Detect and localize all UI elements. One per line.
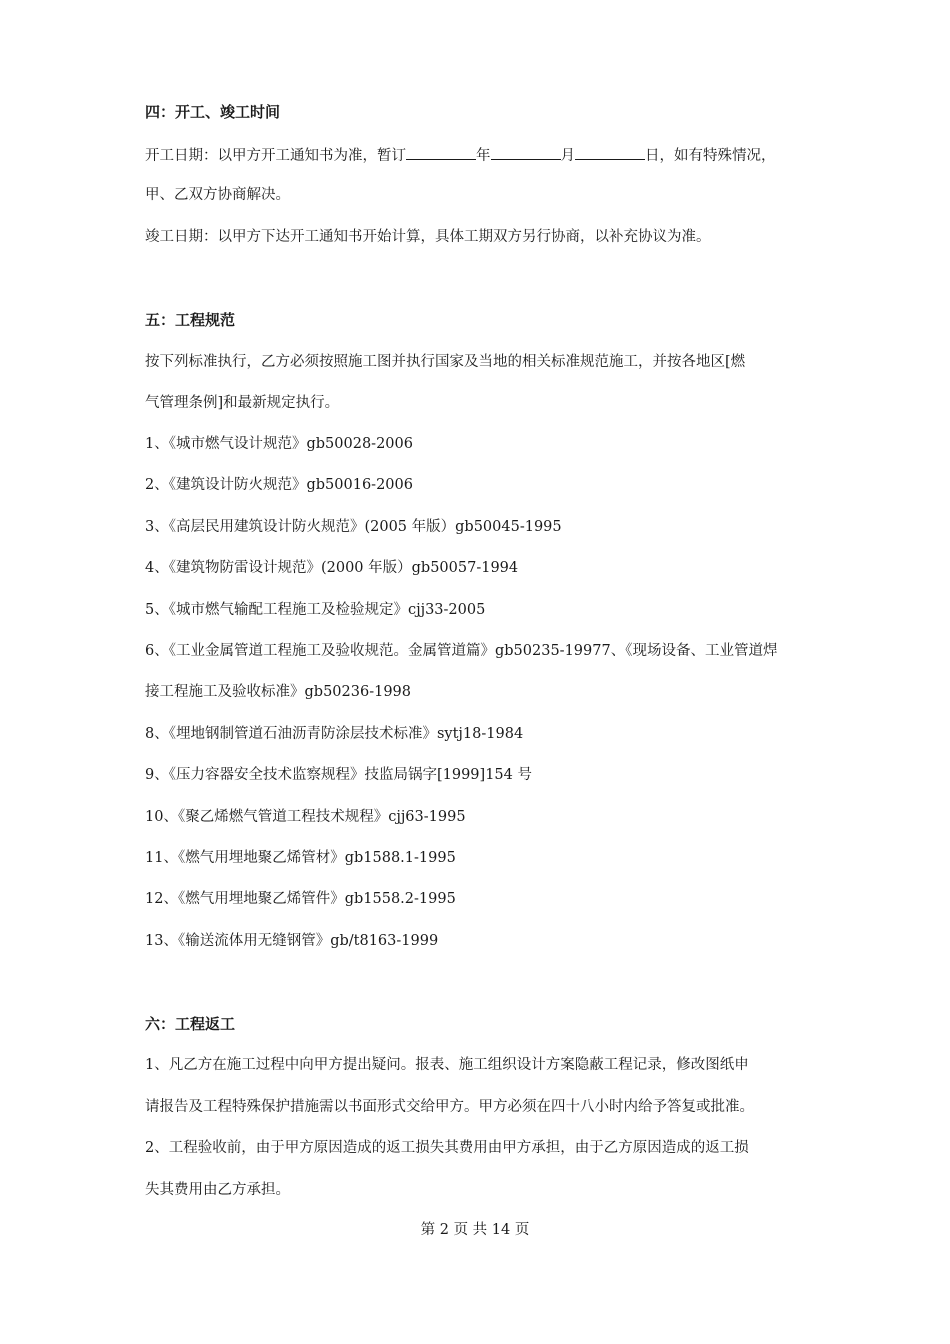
standard-item: 4、《建筑物防雷设计规范》(2000 年版）gb50057-1994	[145, 560, 519, 576]
standards-intro-line-1: 按下列标准执行，乙方必须按照施工图并执行国家及当地的相关标准规范施工，并按各地区[燃	[145, 354, 746, 370]
rework-para-1-line-1: 1、凡乙方在施工过程中向甲方提出疑问。报表、施工组织设计方案隐蔽工程记录，修改图纸申	[145, 1057, 749, 1073]
standard-item: 12、《燃气用埋地聚乙烯管件》gb1558.2-1995	[145, 891, 456, 907]
start-date-prefix: 开工日期：以甲方开工通知书为准，暂订	[145, 148, 406, 164]
section-6-title: 六：工程返工	[145, 1015, 236, 1033]
start-date-line	[145, 145, 810, 166]
rework-para-1-line-2: 请报告及工程特殊保护措施需以书面形式交给甲方。甲方必须在四十八小时内给予答复或批准。	[145, 1099, 754, 1115]
day-blank	[575, 145, 645, 160]
section-4-title: 四：开工、竣工时间	[145, 103, 281, 121]
rework-para-2-line-2: 失其费用由乙方承担。	[145, 1182, 290, 1198]
year-blank	[406, 145, 476, 160]
standard-item: 5、《城市燃气输配工程施工及检验规定》cjj33-2005	[145, 602, 486, 618]
year-label: 年	[476, 148, 491, 164]
standard-item: 6、《工业金属管道工程施工及验收规范。金属管道篇》gb50235-19977、《现场设备、工业管道焊	[145, 643, 778, 659]
standard-item: 10、《聚乙烯燃气管道工程技术规程》cjj63-1995	[145, 809, 466, 825]
month-blank	[491, 145, 561, 160]
month-label: 月	[560, 148, 575, 164]
day-suffix: 日，如有特殊情况，	[645, 148, 776, 164]
standard-item: 8、《埋地钢制管道石油沥青防涂层技术标准》sytj18-1984	[145, 726, 524, 742]
rework-para-2-line-1: 2、工程验收前，由于甲方原因造成的返工损失其费用由甲方承担，由于乙方原因造成的返工损	[145, 1140, 749, 1156]
page-number-footer: 第 2 页 共 14 页	[420, 1222, 530, 1238]
standard-item-continuation: 接工程施工及验收标准》gb50236-1998	[145, 684, 411, 700]
standard-item: 11、《燃气用埋地聚乙烯管材》gb1588.1-1995	[145, 850, 456, 866]
start-date-continuation: 甲、乙双方协商解决。	[145, 187, 290, 203]
section-5-title: 五：工程规范	[145, 311, 236, 329]
standard-item: 3、《高层民用建筑设计防火规范》(2005 年版）gb50045-1995	[145, 519, 562, 535]
standard-item: 2、《建筑设计防火规范》gb50016-2006	[145, 477, 413, 493]
standard-item: 13、《输送流体用无缝钢管》gb/t8163-1999	[145, 933, 439, 949]
end-date-line: 竣工日期：以甲方下达开工通知书开始计算，具体工期双方另行协商，以补充协议为准。	[145, 229, 711, 245]
standard-item: 9、《压力容器安全技术监察规程》技监局锅字[1999]154 号	[145, 767, 532, 783]
standards-intro-line-2: 气管理条例]和最新规定执行。	[145, 395, 340, 411]
standard-item: 1、《城市燃气设计规范》gb50028-2006	[145, 436, 413, 452]
